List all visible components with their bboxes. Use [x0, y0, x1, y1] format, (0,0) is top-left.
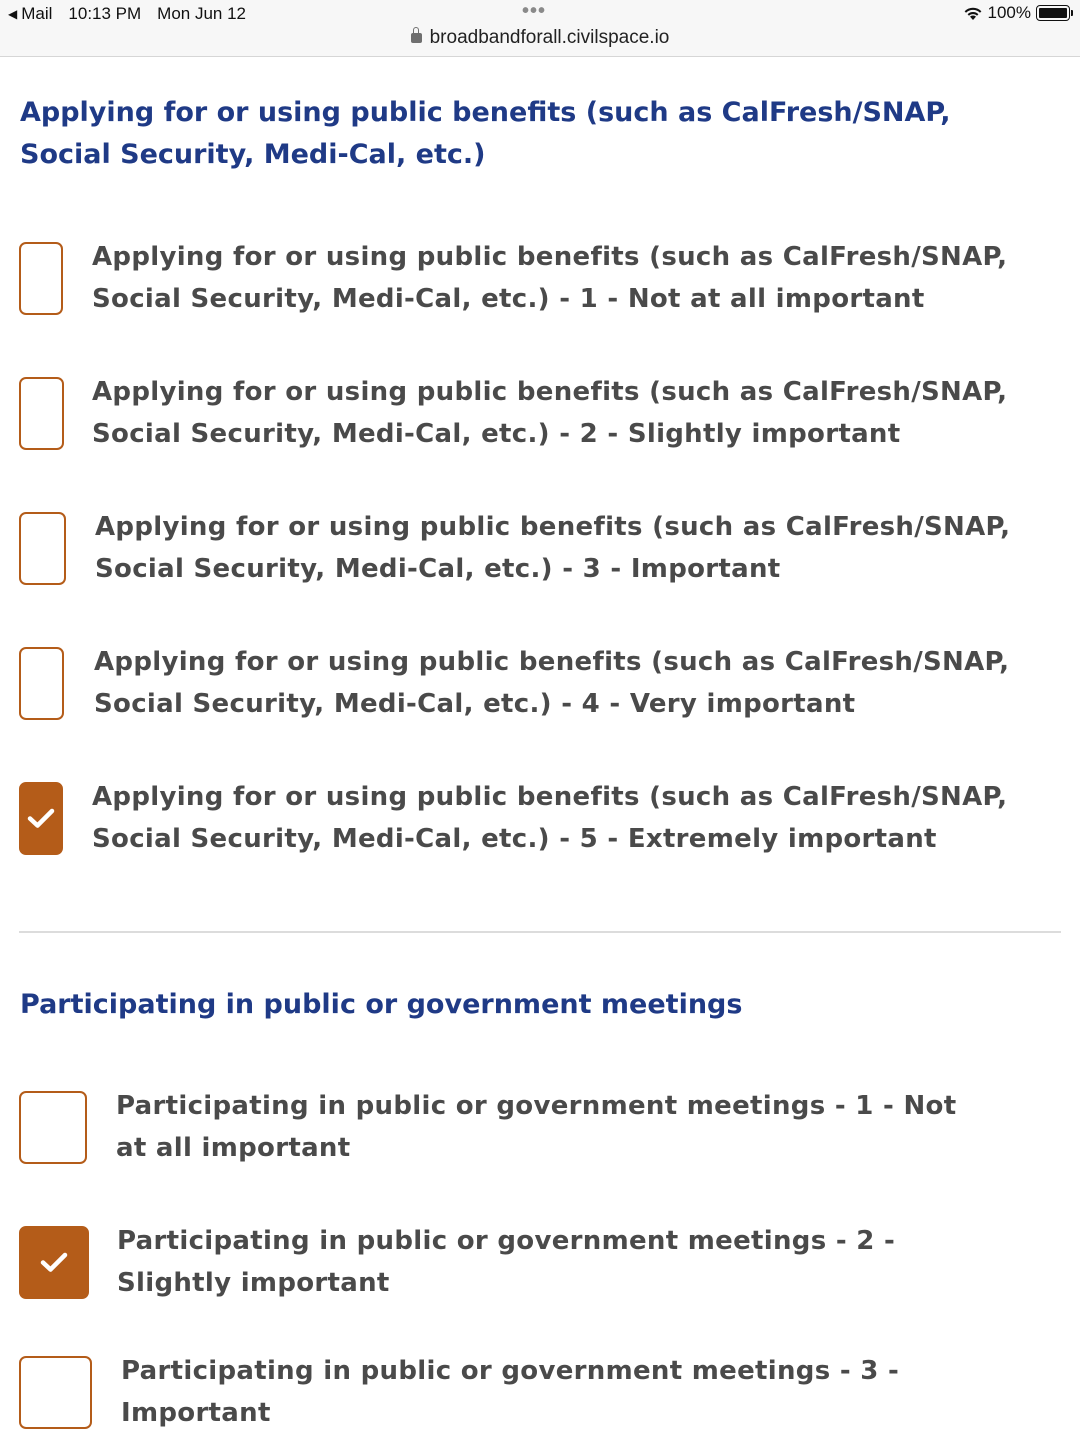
- option-government-meetings-1[interactable]: [19, 1085, 1019, 1169]
- option-label: Participating in public or government meetings - 3 - Important: [121, 1356, 900, 1428]
- option-public-benefits-1[interactable]: [19, 236, 1019, 320]
- battery-icon: [1036, 5, 1070, 21]
- checkmark-icon: [39, 1250, 69, 1274]
- checkbox-public-benefits-4[interactable]: [19, 647, 64, 720]
- status-left: [8, 4, 246, 24]
- checkmark-icon: [26, 806, 56, 830]
- checkbox-public-benefits-2[interactable]: [19, 377, 64, 450]
- section-divider: [19, 931, 1061, 933]
- checkbox-government-meetings-2[interactable]: [19, 1226, 89, 1299]
- url-text: broadbandforall.civilspace.io: [429, 27, 670, 48]
- option-label: Applying for or using public benefits (such as CalFresh/SNAP, Social Security, Medi-Cal, etc.) - 3 - Important: [95, 512, 1011, 584]
- section-title-public-benefits: Applying for or using public benefits (such as CalFresh/SNAP, Social Security, Medi-Cal, etc.): [20, 97, 951, 170]
- checkbox-government-meetings-3[interactable]: [19, 1356, 92, 1429]
- back-arrow-icon[interactable]: ◀: [8, 7, 18, 21]
- option-label: Applying for or using public benefits (such as CalFresh/SNAP, Social Security, Medi-Cal, etc.) - 1 - Not at all important: [92, 242, 1008, 314]
- back-to-app-link[interactable]: Mail: [21, 4, 53, 23]
- multitasking-dots-icon[interactable]: •••: [522, 0, 547, 22]
- checkbox-government-meetings-1[interactable]: [19, 1091, 87, 1164]
- option-label: Applying for or using public benefits (such as CalFresh/SNAP, Social Security, Medi-Cal, etc.) - 4 - Very important: [94, 647, 1010, 719]
- battery-percent: 100%: [987, 3, 1031, 22]
- option-government-meetings-3[interactable]: [19, 1350, 1019, 1434]
- wifi-icon: [962, 5, 984, 21]
- checkbox-public-benefits-3[interactable]: [19, 512, 66, 585]
- option-public-benefits-4[interactable]: [19, 641, 1019, 725]
- option-public-benefits-5[interactable]: [19, 776, 1019, 860]
- option-label: Applying for or using public benefits (such as CalFresh/SNAP, Social Security, Medi-Cal, etc.) - 2 - Slightly important: [92, 377, 1008, 449]
- option-label: Applying for or using public benefits (such as CalFresh/SNAP, Social Security, Medi-Cal, etc.) - 5 - Extremely important: [92, 782, 1008, 854]
- checkbox-public-benefits-5[interactable]: [19, 782, 63, 855]
- section-title-government-meetings: Participating in public or government meetings: [20, 989, 743, 1020]
- status-date: Mon Jun 12: [157, 4, 247, 23]
- checkbox-public-benefits-1[interactable]: [19, 242, 63, 315]
- status-bar: [0, 0, 1080, 57]
- option-public-benefits-2[interactable]: [19, 371, 1019, 455]
- option-public-benefits-3[interactable]: [19, 506, 1019, 590]
- status-time: 10:13 PM: [68, 4, 142, 23]
- option-label: Participating in public or government meetings - 2 - Slightly important: [117, 1226, 896, 1298]
- option-government-meetings-2[interactable]: [19, 1220, 1019, 1304]
- lock-icon: [411, 33, 422, 43]
- address-bar[interactable]: [0, 27, 1080, 49]
- option-label: Participating in public or government meetings - 1 - Not at all important: [116, 1091, 957, 1163]
- status-right: [962, 3, 1070, 23]
